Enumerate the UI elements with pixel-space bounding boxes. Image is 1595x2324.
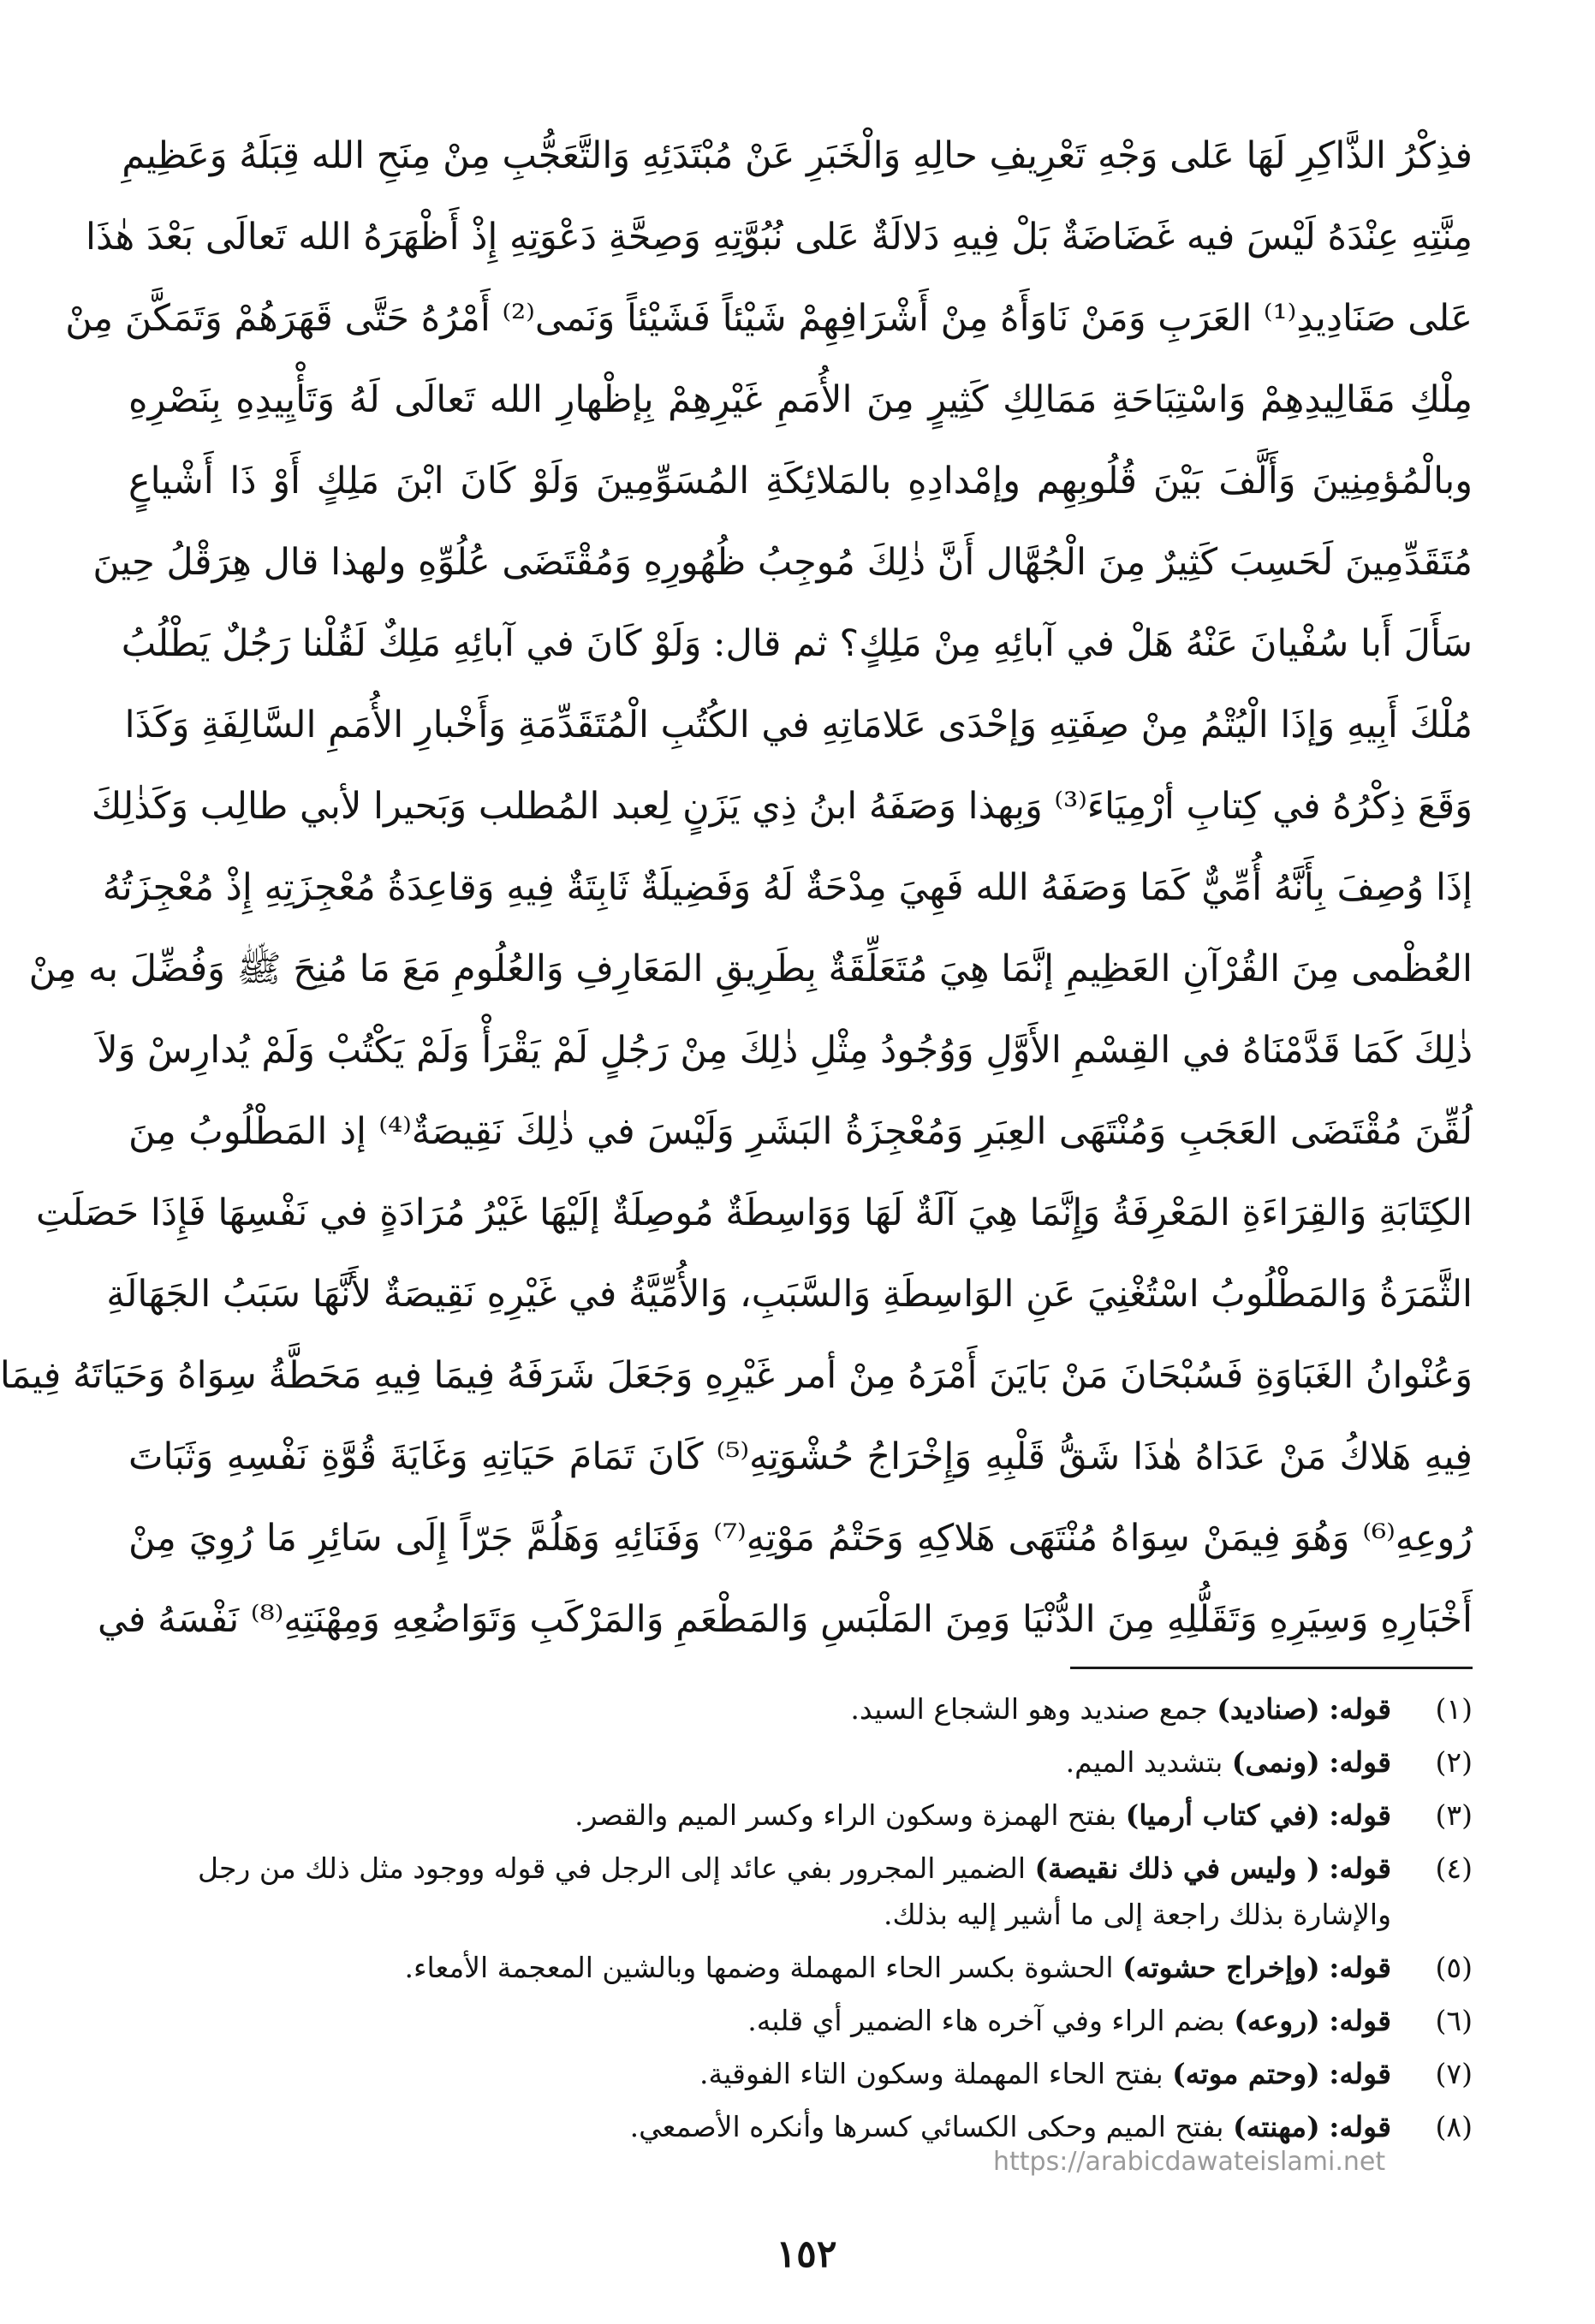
footnote-number: (١) [1435,1692,1473,1726]
footnote-keyword: (وحتم موته) [1172,2057,1320,2090]
footnote-item [128,2104,1473,2150]
text-line: العُظْمى مِنَ القُرْآنِ العَظِيمِ إنَّمَا هِيَ مُتَعَلِّقَةٌ بِطَرِيقِ المَعَارِفِ وَالعُلُومِ مَعَ مَا مُنِحَ ﷺ وَفُضِّلَ به مِنْ [28,948,1473,990]
text-line: فِيهِ هَلاكُ مَنْ عَدَاهُ هٰذَا شَقُّ قَلْبِهِ وَإِخْرَاجُ حُشْوَتِهِ⁽⁵⁾ كَانَ تَمَامَ حَيَاتِهِ وَغَايَةَ قُوَّةِ نَفْسِهِ وَثَبَاتَ [128,1435,1473,1478]
footnote-number: (٧) [1435,2057,1473,2090]
watermark-url: https://arabicdawateislami.net [993,2147,1386,2177]
footnote-label: قوله: [1329,1692,1391,1726]
footnote-text: بفتح الهمزة وسكون الراء وكسر الميم والقصر. [574,1798,1117,1832]
text-line: سَأَلَ أَبا سُفْيانَ عَنْهُ هَلْ في آبائِهِ مِنْ مَلِكٍ؟ ثم قال: وَلَوْ كَانَ في آبائِهِ مَلِكٌ لَقُلْنا رَجُلٌ يَطْلُبُ [121,622,1473,665]
footnote-text: بفتح الميم وحكى الكسائي كسرها وأنكره الأصمعي. [629,2110,1224,2143]
text-line: رُوعِهِ⁽⁶⁾ وَهُوَ فِيمَنْ سِوَاهُ مُنْتَهَى هَلاكِهِ وَحَتْمُ مَوْتِهِ⁽⁷⁾ وَفَنَائِهِ وَهَلُمَّ جَرّاً إِلَى سَائِرِ مَا رُوِيَ مِنْ [128,1517,1473,1560]
footnote-body [128,1998,1391,2044]
footnote-body [128,1686,1391,1733]
footnote-number: (٤) [1435,1851,1473,1885]
footnote-label: قوله: [1329,1745,1391,1779]
text-line: فذِكْرُ الذَّاكِرِ لَهَا عَلى وَجْهِ تَعْرِيفِ حالِهِ وَالْخَبَرِ عَنْ مُبْتَدَئِهِ وَالتَّعَجُّبِ مِنْ مِنَحِ الله قِبَلَهُ وَعَظِيمِ [122,134,1473,177]
footnote-text: بضم الراء وفي آخره هاء الضمير أي قلبه. [747,2004,1225,2037]
main-text-body [0,116,1473,1661]
footnote-item [128,1945,1473,1991]
footnotes-section [128,1686,1473,2157]
text-line: وَقَعَ ذِكْرُهُ في كِتابِ أرْمِيَاءَ⁽³⁾ وَبِهذا وَصَفَهُ ابنُ ذِي يَزَنٍ لِعبد المُطلب وَبَحيرا لأبي طالِب وَكَذٰلِكَ [91,785,1473,828]
text-line: مِلْكِ مَقَالِيدِهِمْ وَاسْتِبَاحَةِ مَمَالِكِ كَثِيرٍ مِنَ الأُمَمِ غَيْرِهِمْ بِإظْهارِ الله تَعالَى لَهُ وَتَأْيِيدِهِ بِنَصْرِهِ [128,378,1473,421]
footnote-item [128,1846,1473,1938]
footnote-text: جمع صنديد وهو الشجاع السيد. [850,1692,1208,1726]
footnote-keyword: (روعه) [1234,2004,1320,2037]
text-line: لُقِّنَ مُقْتَضَى العَجَبِ وَمُنْتَهَى العِبَرِ وَمُعْجِزَةُ البَشَرِ وَلَيْسَ في ذٰلِكَ نَقِيصَةٌ⁽⁴⁾ إذ المَطْلُوبُ مِنَ [128,1110,1473,1153]
footnote-keyword: (وإخراج حشوته) [1122,1951,1320,1984]
footnote-keyword: (صناديد) [1217,1692,1320,1726]
footnote-keyword: (مهنته) [1233,2110,1320,2143]
footnote-text: بتشديد الميم. [1065,1745,1223,1779]
footnote-keyword: (في كتاب أرميا) [1125,1798,1320,1832]
footnote-item [128,1686,1473,1733]
footnote-body [128,2051,1391,2097]
footnote-number: (٣) [1435,1798,1473,1832]
footnote-body [128,1792,1391,1839]
footnote-divider [1070,1667,1473,1669]
footnote-item [128,1998,1473,2044]
footnote-label: قوله: [1329,2004,1391,2037]
footnote-body [128,2104,1391,2150]
footnote-label: قوله: [1329,2057,1391,2090]
footnote-text: الضمير المجرور بفي عائد إلى الرجل في قوله ووجود مثل ذلك من رجل والإشارة بذلك راجعة إلى ما أشير إليه بذلك. [198,1851,1391,1931]
footnote-body [128,1846,1391,1938]
text-line: مُلْكَ أَبِيهِ وَإذَا الْيُتْمُ مِنْ صِفَتِهِ وَإحْدَى عَلامَاتِهِ في الكُتُبِ الْمُتَقَدِّمَةِ وَأَخْبارِ الأُمَمِ السَّالِفَةِ وَكَذَا [124,704,1473,746]
footnote-text: بفتح الحاء المهملة وسكون التاء الفوقية. [699,2057,1164,2090]
text-line: وَعُنْوانُ الغَبَاوَةِ فَسُبْحَانَ مَنْ بَايَنَ أَمْرَهُ مِنْ أمر غَيْرِهِ وَجَعَلَ شَرَفَهُ فِيمَا فِيهِ مَحَطَّةُ سِوَاهُ وَحَيَاتَهُ فِيمَا [0,1354,1473,1397]
footnote-text: الحشوة بكسر الحاء المهملة وضمها وبالشين المعجمة الأمعاء. [404,1951,1114,1984]
text-line: عَلى صَنَادِيدِ⁽¹⁾ العَرَبِ وَمَنْ نَاوَأَهُ مِنْ أَشْرَافِهِمْ شَيْئاً فَشَيْئاً وَنَمى⁽²⁾ أَمْرُهُ حَتَّى قَهَرَهُمْ وَتَمَكَّنَ مِنْ [65,297,1473,340]
page-number: ١٥٢ [776,2232,837,2276]
text-line: مُتَقَدِّمِينَ لَحَسِبَ كَثِيرٌ مِنَ الْجُهَّال أَنَّ ذٰلِكَ مُوجِبُ ظُهُورِهِ وَمُقْتَضَى عُلُوِّهِ ولهذا قال هِرَقْلُ حِينَ [92,541,1473,584]
text-line: وبالْمُؤمِنِينَ وَأَلَّفَ بَيْنَ قُلُوبِهِم وإمْدادِهِ بالمَلائِكَةِ المُسَوِّمِينَ وَلَوْ كَانَ ابْنَ مَلِكٍ أَوْ ذَا أَشْياعٍ [128,460,1473,502]
footnote-number: (٦) [1435,2004,1473,2037]
footnote-label: قوله: [1329,2110,1391,2143]
text-line: الكِتَابَةِ وَالقِرَاءَةِ المَعْرِفَةُ وَإِنَّمَا هِيَ آلَةٌ لَهَا وَوَاسِطَةٌ مُوصِلَةٌ إلَيْهَا غَيْرُ مُرَادَةٍ في نَفْسِهَا فَإِذَا حَصَلَتِ [35,1192,1473,1234]
footnote-label: قوله: [1329,1851,1391,1885]
footnote-body [128,1739,1391,1786]
footnote-item [128,1792,1473,1839]
footnote-keyword: ( وليس في ذلك نقيصة) [1034,1851,1320,1885]
text-line: الثَّمَرَةُ وَالمَطْلُوبُ اسْتُغْنِيَ عَنِ الوَاسِطَةِ وَالسَّبَبِ، وَالأُمِّيَّةُ في غَيْرِهِ نَقِيصَةٌ لأَنَّهَا سَبَبُ الجَهَالَةِ [106,1273,1473,1316]
text-line: أَخْبَارِهِ وَسِيَرِهِ وَتَقَلُّلِهِ مِنَ الدُّنْيَا وَمِنَ المَلْبَسِ وَالمَطْعَمِ وَالمَرْكَبِ وَتَوَاضُعِهِ وَمِهْنَتِهِ⁽⁸⁾ نَفْسَهُ في [98,1598,1473,1641]
footnote-item [128,2051,1473,2097]
footnote-number: (٢) [1435,1745,1473,1779]
footnote-number: (٨) [1435,2110,1473,2143]
footnote-number: (٥) [1435,1951,1473,1984]
footnote-label: قوله: [1329,1798,1391,1832]
footnote-label: قوله: [1329,1951,1391,1984]
footnote-keyword: (ونمى) [1231,1745,1320,1779]
text-line: إذَا وُصِفَ بِأَنَّهُ أُمِّيٌّ كَمَا وَصَفَهُ الله فَهِيَ مِدْحَةٌ لَهُ وَفَضِيلَةٌ ثَابِتَةٌ فِيهِ وَقاعِدَةُ مُعْجِزَتِهِ إِذْ مُعْجِزَتُهُ [102,866,1473,909]
footnote-item [128,1739,1473,1786]
text-line: مِنَّتِهِ عِنْدَهُ لَيْسَ فيه غَضَاضَةٌ بَلْ فِيهِ دَلالَةٌ عَلى نُبُوَّتِهِ وَصِحَّةِ دَعْوَتِهِ إِذْ أَظْهَرَهُ الله تَعالَى بَعْدَ هٰذَا [86,216,1473,259]
footnote-body [128,1945,1391,1991]
text-line: ذٰلِكَ كَمَا قَدَّمْنَاهُ في القِسْمِ الأَوَّلِ وَوُجُودُ مِثْلِ ذٰلِكَ مِنْ رَجُلٍ لَمْ يَقْرَأْ وَلَمْ يَكْتُبْ وَلَمْ يُدارِسْ وَلاَ [97,1029,1473,1072]
